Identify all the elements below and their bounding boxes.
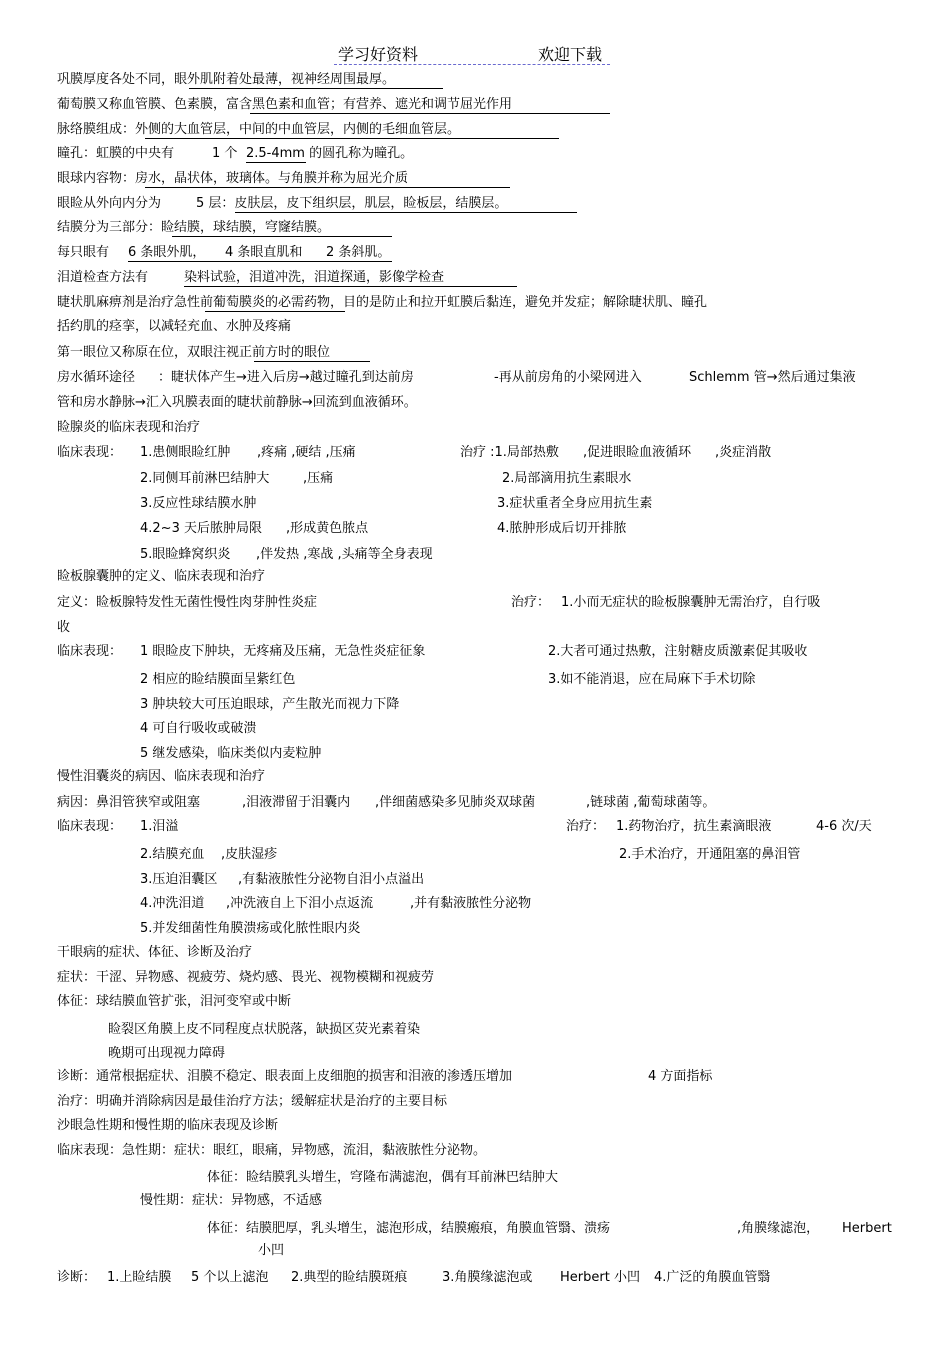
text-line: 2 条斜肌。 xyxy=(326,245,391,260)
text-line: ,角膜缘滤泡， xyxy=(737,1221,820,1236)
text-line: 房水循环途径 xyxy=(57,370,136,385)
text-line: 5.并发细菌性角膜溃疡或化脓性眼内炎 xyxy=(140,921,361,936)
text-line: 2.大者可通过热敷，注射糖皮质激素促其吸收 xyxy=(548,644,808,659)
text-line: 治疗： xyxy=(511,595,551,610)
text-line: 体征：睑结膜乳头增生，穹隆布满滤泡，偶有耳前淋巴结肿大 xyxy=(207,1170,559,1185)
text-line: 2.典型的睑结膜斑痕 xyxy=(291,1270,408,1285)
text-line: 5 继发感染，临床类似内麦粒肿 xyxy=(140,746,322,761)
underline xyxy=(205,311,345,312)
section-heading: 睑板腺囊肿的定义、临床表现和治疗 xyxy=(57,569,266,584)
text-line: 眼球内容物：房水，晶状体，玻璃体。与角膜并称为屈光介质 xyxy=(57,171,409,186)
text-line: 4.2~3 天后脓肿局限 xyxy=(140,521,262,536)
text-line: 染料试验，泪道冲洗，泪道探通，影像学检查 xyxy=(184,270,445,285)
text-line: 1 个 xyxy=(212,146,238,161)
text-line: 4-6 次/天 xyxy=(816,819,872,834)
text-line: 4 可自行吸收或破溃 xyxy=(140,721,257,736)
text-line: 2 相应的睑结膜面呈紫红色 xyxy=(140,672,296,687)
text-line: 临床表现： xyxy=(57,819,123,834)
text-line: 收 xyxy=(57,620,71,635)
text-line: 4.冲洗泪道 xyxy=(140,896,205,911)
text-line: ,皮肤湿疹 xyxy=(221,847,278,862)
text-line: 1.药物治疗，抗生素滴眼液 xyxy=(616,819,772,834)
text-line: Herbert 小凹 xyxy=(560,1270,640,1285)
text-line: 临床表现： xyxy=(57,445,123,460)
header-right: 欢迎下载 xyxy=(538,45,603,64)
underline xyxy=(128,261,392,262)
text-line: 体征：结膜肥厚，乳头增生，滤泡形成，结膜瘢痕，角膜血管翳、溃疡 xyxy=(207,1221,611,1236)
text-line: 2.结膜充血 xyxy=(140,847,205,862)
underline xyxy=(254,361,370,362)
underline xyxy=(184,286,517,287)
text-line: 3.症状重者全身应用抗生素 xyxy=(497,496,653,511)
text-line: 体征：球结膜血管扩张，泪河变窄或中断 xyxy=(57,994,292,1009)
header-dashed-rule xyxy=(334,64,610,65)
text-line: 瞳孔：虹膜的中央有 xyxy=(57,146,175,161)
text-line: 睑裂区角膜上皮不同程度点状脱落，缺损区荧光素着染 xyxy=(108,1022,421,1037)
text-line: ,并有黏液脓性分泌物 xyxy=(410,896,532,911)
text-line: 3.角膜缘滤泡或 xyxy=(442,1270,533,1285)
text-line: 巩膜厚度各处不同，眼外肌附着处最薄，视神经周围最厚。 xyxy=(57,72,396,87)
text-line: 睫状肌麻痹剂是治疗急性前葡萄膜炎的必需药物，目的是防止和拉开虹膜后黏连，避免并发症；解除睫状肌、瞳孔 xyxy=(57,295,708,310)
text-line: 5.眼睑蜂窝织炎 xyxy=(140,547,231,562)
text-line: 泪道检查方法有 xyxy=(57,270,149,285)
text-line: ,泪液滞留于泪囊内 xyxy=(242,795,351,810)
text-line: Herbert xyxy=(842,1221,892,1236)
text-line: 1.小而无症状的睑板腺囊肿无需治疗，自行吸 xyxy=(561,595,821,610)
section-heading: 慢性泪囊炎的病因、临床表现和治疗 xyxy=(57,769,266,784)
text-line: ,有黏液脓性分泌物自泪小点溢出 xyxy=(238,872,425,887)
text-line: 治疗： xyxy=(566,819,606,834)
text-line: 3.压迫泪囊区 xyxy=(140,872,218,887)
text-line: 晚期可出现视力障碍 xyxy=(108,1046,226,1061)
text-line: 眼睑从外向内分为 xyxy=(57,196,162,211)
text-line: 1.泪溢 xyxy=(140,819,179,834)
underline xyxy=(145,187,510,188)
text-line: 2.手术治疗，开通阻塞的鼻泪管 xyxy=(619,847,801,862)
text-line: 4.脓肿形成后切开排脓 xyxy=(497,521,627,536)
text-line: 治疗 :1.局部热敷 xyxy=(460,445,559,460)
text-line: 小凹 xyxy=(258,1243,285,1258)
underline xyxy=(250,113,610,114)
underline xyxy=(145,138,559,139)
text-line: ,炎症消散 xyxy=(715,445,772,460)
text-line: 3.反应性球结膜水肿 xyxy=(140,496,257,511)
text-line: 管和房水静脉→汇入巩膜表面的睫状前静脉→回流到血液循环。 xyxy=(57,395,417,410)
text-line: 1.患侧眼睑红肿 xyxy=(140,445,231,460)
text-line: ,冲洗液自上下泪小点返流 xyxy=(226,896,374,911)
text-line: 结膜分为三部分：睑结膜，球结膜，穹窿结膜。 xyxy=(57,220,331,235)
text-line: ,疼痛 ,硬结 ,压痛 xyxy=(257,445,356,460)
text-line: ：睫状体产生→进入后房→越过瞳孔到达前房 xyxy=(158,370,414,385)
text-line: 诊断： xyxy=(57,1270,97,1285)
text-line: 3 肿块较大可压迫眼球，产生散光而视力下降 xyxy=(140,697,400,712)
text-line: ,促进眼睑血液循环 xyxy=(583,445,692,460)
text-line: 1 眼睑皮下肿块，无疼痛及压痛，无急性炎症征象 xyxy=(140,644,426,659)
text-line: 6 条眼外肌， xyxy=(128,245,206,260)
text-line: ,伴发热 ,寒战 ,头痛等全身表现 xyxy=(256,547,433,562)
underline xyxy=(235,212,577,213)
underline xyxy=(172,236,392,237)
text-line: 诊断：通常根据症状、泪膜不稳定、眼表面上皮细胞的损害和泪液的渗透压增加 xyxy=(57,1069,513,1084)
text-line: 5 层：皮肤层，皮下组织层，肌层，睑板层，结膜层。 xyxy=(196,196,508,211)
text-line: 括约肌的痉挛，以减轻充血、水肿及疼痛 xyxy=(57,319,292,334)
text-line: ,形成黄色脓点 xyxy=(286,521,369,536)
text-line: Schlemm 管→然后通过集液 xyxy=(689,370,856,385)
text-line: 3.如不能消退，应在局麻下手术切除 xyxy=(548,672,756,687)
text-line: 脉络膜组成：外侧的大血管层，中间的中血管层，内侧的毛细血管层。 xyxy=(57,122,461,137)
text-line: 4.广泛的角膜血管翳 xyxy=(654,1270,771,1285)
text-line: 病因：鼻泪管狭窄或阻塞 xyxy=(57,795,201,810)
section-heading: 睑腺炎的临床表现和治疗 xyxy=(57,420,201,435)
text-line: 临床表现： xyxy=(57,644,123,659)
text-line: 2.5-4mm 的圆孔称为瞳孔。 xyxy=(246,146,414,161)
text-line: 4 条眼直肌和 xyxy=(225,245,303,260)
text-line: 葡萄膜又称血管膜、色素膜，富含黑色素和血管；有营养、遮光和调节屈光作用 xyxy=(57,97,513,112)
text-line: 临床表现：急性期：症状：眼红，眼痛，异物感，流泪，黏液脓性分泌物。 xyxy=(57,1143,487,1158)
text-line: 2.同侧耳前淋巴结肿大 xyxy=(140,471,270,486)
text-line: -再从前房角的小梁网进入 xyxy=(494,370,642,385)
text-line: ,链球菌 ,葡萄球菌等。 xyxy=(586,795,716,810)
text-line: 1.上睑结膜 xyxy=(107,1270,172,1285)
text-line: ,伴细菌感染多见肺炎双球菌 xyxy=(375,795,536,810)
underline xyxy=(246,162,306,163)
text-line: 慢性期：症状：异物感，不适感 xyxy=(140,1193,323,1208)
underline xyxy=(189,88,443,89)
section-heading: 沙眼急性期和慢性期的临床表现及诊断 xyxy=(57,1118,279,1133)
text-line: 治疗：明确并消除病因是最佳治疗方法；缓解症状是治疗的主要目标 xyxy=(57,1094,448,1109)
text-line: 第一眼位又称原在位，双眼注视正前方时的眼位 xyxy=(57,345,331,360)
text-line: 每只眼有 xyxy=(57,245,110,260)
section-heading: 干眼病的症状、体征、诊断及治疗 xyxy=(57,945,253,960)
header-left: 学习好资料 xyxy=(338,45,419,64)
text-line: ,压痛 xyxy=(303,471,334,486)
text-line: 症状：干涩、异物感、视疲劳、烧灼感、畏光、视物模糊和视疲劳 xyxy=(57,970,435,985)
text-line: 4 方面指标 xyxy=(648,1069,713,1084)
text-line: 2.局部滴用抗生素眼水 xyxy=(502,471,632,486)
text-line: 定义：睑板腺特发性无菌性慢性肉芽肿性炎症 xyxy=(57,595,318,610)
text-line: 5 个以上滤泡 xyxy=(191,1270,269,1285)
